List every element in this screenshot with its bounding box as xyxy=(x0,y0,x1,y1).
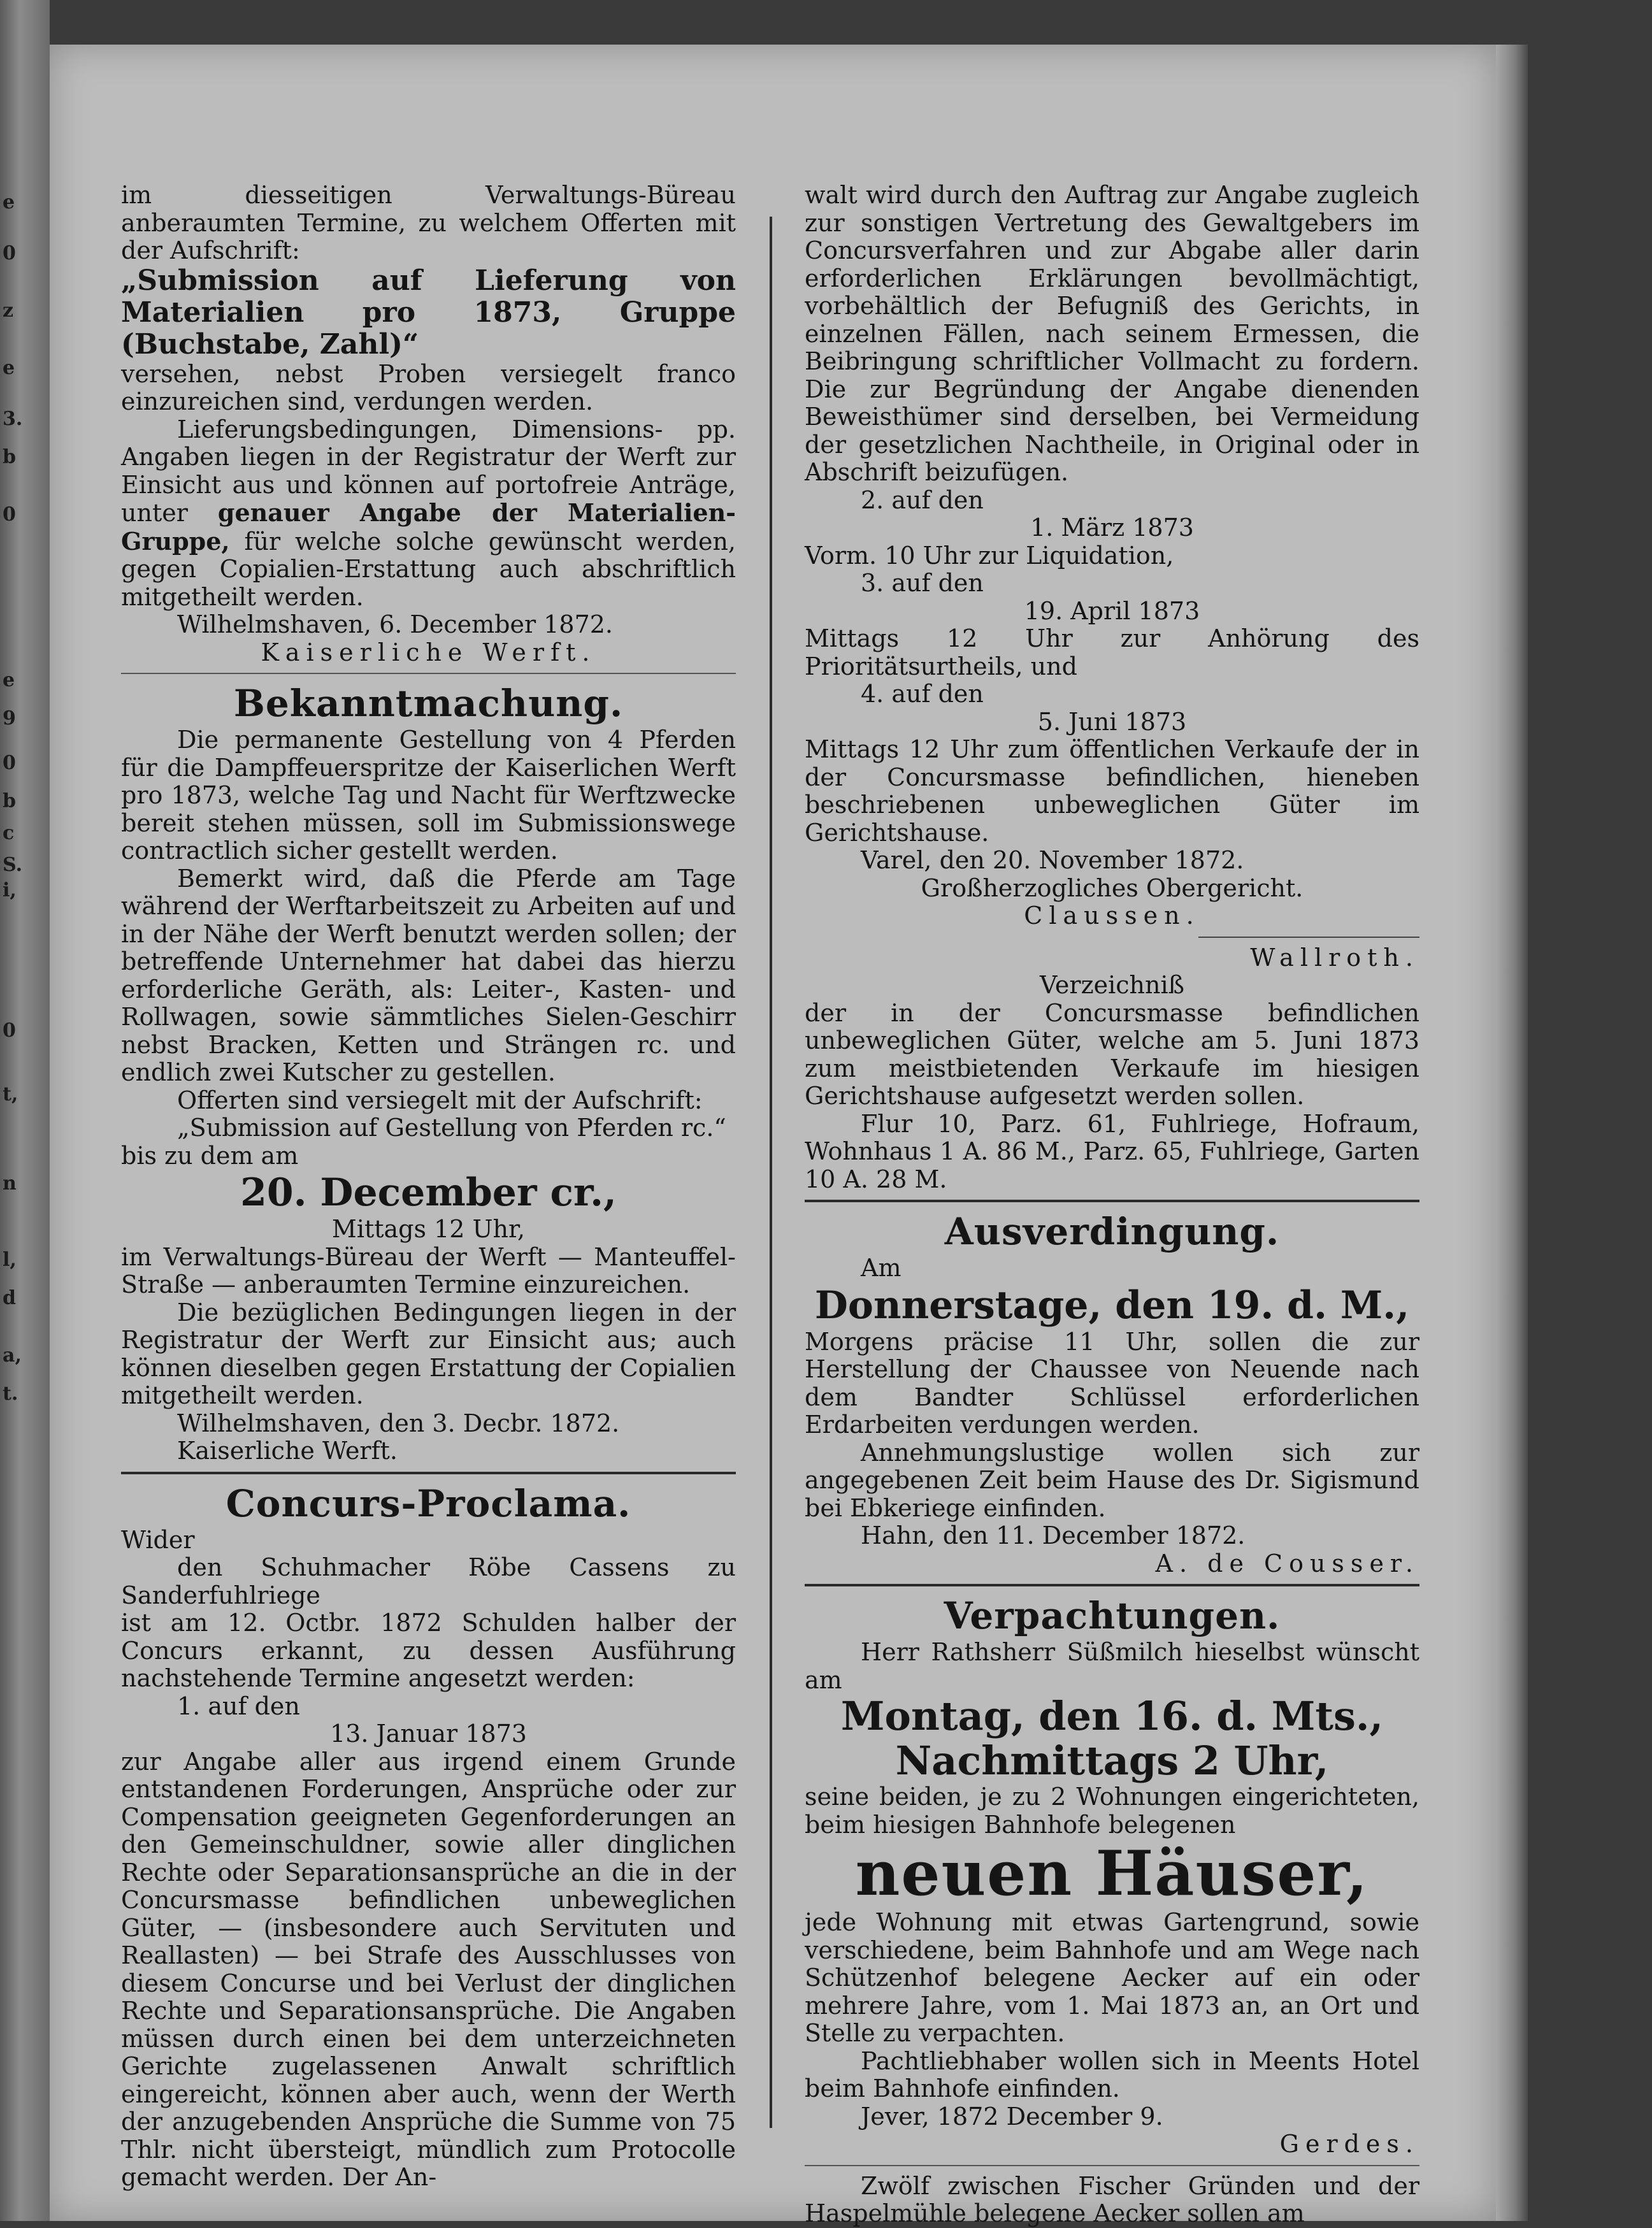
signature: Kaiserliche Werft. xyxy=(177,1437,398,1465)
body-paragraph: jede Wohnung mit etwas Gartengrund, sowie verschiedene, beim Bahnhofe und am Wege nach Schützenhof belegene Aecker auf ein oder mehrere Jahre, vom 1. Mai 1873 an, an Ort und Stelle zu verpachten. xyxy=(805,1908,1419,2047)
body-paragraph: „Submission auf Gestellung von Pferden rc.“ xyxy=(177,1114,726,1142)
submission-title: „Submission auf Lieferung von Materialien pro 1873, Gruppe (Buchstabe, Zahl)“ xyxy=(121,264,736,361)
place-date: Wilhelmshaven, 6. December 1872. xyxy=(177,610,613,638)
margin-fragment: c xyxy=(3,822,15,844)
term-date: 1. März 1873 xyxy=(1030,514,1194,542)
conditions-text-end: für welche solche gewünscht werden, gegen Copialien-Erstattung auch abschriftlich mitgetheilt werden. xyxy=(121,527,736,611)
margin-fragment: S. xyxy=(3,854,23,876)
conditions-paragraph xyxy=(121,416,736,612)
margin-fragment: 0 xyxy=(3,1019,16,1042)
court-name: Großherzogliches Obergericht. xyxy=(921,873,1304,902)
newspaper-page xyxy=(50,45,1496,2227)
margin-fragment: z xyxy=(3,299,14,322)
body-paragraph: Mittags 12 Uhr zum öffentlichen Verkaufe der in der Concursmasse befindlichen, hieneben beschriebenen unbeweglichen Güter im Gerichtshause. xyxy=(805,735,1419,847)
page-stack-edge xyxy=(1496,45,1528,2221)
conditions-bold: genauer Angabe der Materialien-Gruppe, xyxy=(121,498,736,556)
margin-fragment: e xyxy=(3,669,15,691)
column-divider xyxy=(770,217,772,2128)
place-date: Jever, 1872 December 9. xyxy=(861,2102,1163,2131)
place-date: Varel, den 20. November 1872. xyxy=(861,846,1244,874)
margin-fragment: b xyxy=(3,790,16,812)
event-time: Nachmittags 2 Uhr, xyxy=(895,1737,1329,1784)
body-paragraph: den Schuhmacher Röbe Cassens zu Sanderfuhlriege xyxy=(121,1553,736,1609)
deadline-time: Mittags 12 Uhr, xyxy=(331,1215,526,1243)
divider xyxy=(1198,937,1419,938)
section-heading: Ausverdingung. xyxy=(944,1210,1280,1253)
body-paragraph: Mittags 12 Uhr zur Anhörung des Prioritätsurtheils, und xyxy=(805,624,1419,680)
term-label: 3. auf den xyxy=(861,569,984,597)
body-paragraph: Am xyxy=(861,1254,901,1282)
right-column xyxy=(805,182,1419,2228)
term-date: 13. Januar 1873 xyxy=(330,1720,527,1748)
body-paragraph: Wider xyxy=(121,1525,195,1554)
margin-fragment: t, xyxy=(3,1083,18,1105)
body-paragraph: im Verwaltungs-Büreau der Werft — Manteuffel-Straße — anberaumten Termine einzureichen. xyxy=(121,1242,736,1298)
margin-fragment: 3. xyxy=(3,408,23,430)
divider xyxy=(805,2165,1419,2166)
event-date: Montag, den 16. d. Mts., xyxy=(840,1693,1384,1739)
submission-text: im diesseitigen Verwaltungs-Büreau anberaumten Termine, zu welchem Offerten mit der Aufschrift: xyxy=(121,181,736,264)
display-headline: neuen Häuser, xyxy=(855,1837,1369,1909)
margin-fragment: a, xyxy=(3,1344,22,1367)
body-paragraph: Annehmungslustige wollen sich zur angegebenen Zeit beim Hause des Dr. Sigismund bei Ebkeriege einfinden. xyxy=(805,1438,1419,1522)
margin-fragment: e xyxy=(3,357,15,379)
body-paragraph: walt wird durch den Auftrag zur Angabe zugleich zur sonstigen Vertretung des Gewaltgebers im Concursverfahren und zur Abgabe aller darin erforderlichen Erklärungen bevollmächtigt, vorbehältlich der Befugniß des Gerichts, in einzelnen Fällen, nach seinem Ermessen, die Beibringung schriftlicher Vollmacht zu fordern. Die zur Begründung der Angabe dienenden Beweisthümer sind derselben, bei Vermeidung der gesetzlichen Nachtheile, in Original oder in Abschrift beizufügen. xyxy=(805,181,1419,486)
term-date: 19. April 1873 xyxy=(1024,596,1200,625)
submission-text-end: versehen, nebst Proben versiegelt franco einzureichen sind, verdungen werden. xyxy=(121,359,736,415)
list-heading: Verzeichniß xyxy=(1039,971,1185,999)
body-paragraph: Die bezüglichen Bedingungen liegen in der Registratur der Werft zur Einsicht aus; auch können dieselben gegen Erstattung der Copialien mitgetheilt werden. xyxy=(121,1298,736,1409)
place-date: Wilhelmshaven, den 3. Decbr. 1872. xyxy=(177,1409,620,1437)
body-paragraph: Pachtliebhaber wollen sich in Meents Hotel beim Bahnhofe einfinden. xyxy=(805,2046,1419,2102)
body-paragraph: Morgens präcise 11 Uhr, sollen die zur Herstellung der Chaussee von Neuende nach dem Bandter Schlüssel erforderlichen Erdarbeiten verdungen werden. xyxy=(805,1327,1419,1439)
body-paragraph: seine beiden, je zu 2 Wohnungen eingerichteten, beim hiesigen Bahnhofe belegenen xyxy=(805,1783,1419,1839)
body-paragraph: zur Angabe aller aus irgend einem Grunde entstandenen Forderungen, Ansprüche oder zur Compensation geeigneten Gegenforderungen an den Gemeinschuldner, sowie aller dinglichen Rechte oder Separationsansprüche an die in der Concursmasse befindlichen unbeweglichen Güter, — (insbesondere auch Servituten und Reallasten) — bei Strafe des Ausschlusses von diesem Concurse und bei Verlust der dinglichen Rechte und Separationsansprüche. Die Angaben müssen durch einen bei dem unterzeichneten Gerichte zugelassenen Anwalt schriftlich eingereicht, können aber auch, wenn der Werth der anzugebenden Ansprüche die Summe von 75 Thlr. nicht übersteigt, mündlich zum Protocolle gemacht werden. Der An- xyxy=(121,1747,736,2191)
section-heading: Concurs-Proclama. xyxy=(226,1481,631,1525)
term-label: 4. auf den xyxy=(861,680,984,708)
event-date: Donnerstage, den 19. d. M., xyxy=(814,1283,1410,1328)
place-date: Hahn, den 11. December 1872. xyxy=(861,1521,1246,1549)
body-paragraph: Die permanente Gestellung von 4 Pferden für die Dampffeuerspritze der Kaiserlichen Werft pro 1873, welche Tag und Nacht für Werftzwecke bereit stehen müssen, soll im Submissionswege contractlich sicher gestellt werden. xyxy=(121,726,736,865)
body-paragraph: Zwölf zwischen Fischer Gründen und der Haspelmühle belegene Aecker sollen am xyxy=(805,2171,1419,2227)
section-heading: Bekanntmachung. xyxy=(233,682,624,725)
signature: A. de Cousser. xyxy=(1155,1549,1419,1578)
term-label: 1. auf den xyxy=(177,1692,300,1720)
body-paragraph: ist am 12. Octbr. 1872 Schulden halber der Concurs erkannt, zu dessen Ausführung nachstehende Termine angesetzt werden: xyxy=(121,1609,736,1692)
margin-fragment: l, xyxy=(3,1249,17,1271)
body-paragraph: bis zu dem am xyxy=(121,1141,299,1170)
signature: Claussen. xyxy=(1024,902,1200,930)
divider xyxy=(805,1584,1419,1586)
section-heading: Verpachtungen. xyxy=(944,1594,1281,1637)
divider xyxy=(121,673,736,674)
facing-page-edge xyxy=(0,0,50,2221)
left-column xyxy=(121,182,736,2192)
margin-fragment: 0 xyxy=(3,242,16,264)
divider xyxy=(121,1472,736,1474)
margin-fragment: i, xyxy=(3,879,17,902)
margin-fragment: 9 xyxy=(3,707,16,729)
divider xyxy=(805,1200,1419,1202)
body-paragraph: Flur 10, Parz. 61, Fuhlriege, Hofraum, Wohnhaus 1 A. 86 M., Parz. 65, Fuhlriege, Garten 10 A. 28 M. xyxy=(805,1109,1419,1193)
body-paragraph: Offerten sind versiegelt mit der Aufschrift: xyxy=(177,1086,703,1114)
term-date: 5. Juni 1873 xyxy=(1037,707,1187,736)
body-paragraph: Herr Rathsherr Süßmilch hieselbst wünscht am xyxy=(805,1638,1419,1694)
margin-fragment: d xyxy=(3,1287,16,1309)
conditions-text: Lieferungsbedingungen, Dimensions- pp. Angaben liegen in der Registratur der Werft zur Einsicht aus und können auf portofreie Anträge, unter xyxy=(121,415,736,527)
margin-fragment: e xyxy=(3,191,15,213)
body-paragraph: Vorm. 10 Uhr zur Liquidation, xyxy=(805,541,1174,570)
margin-fragment: t. xyxy=(3,1383,18,1405)
signature: Gerdes. xyxy=(1279,2130,1419,2158)
body-paragraph: Bemerkt wird, daß die Pferde am Tage während der Werftarbeitszeit zu Arbeiten auf und in der Nähe der Werft benutzt werden sollen; der betreffende Unternehmer hat dabei das hierzu erforderliche Geräth, als: Leiter-, Kasten- und Rollwagen, sowie sämmtliches Sielen-Geschirr nebst Bracken, Ketten und Strängen rc. und endlich zwei Kutscher zu gestellen. xyxy=(121,864,736,1086)
margin-fragment: n xyxy=(3,1172,17,1195)
signature: Kaiserliche Werft. xyxy=(261,638,596,666)
margin-fragment: b xyxy=(3,446,16,468)
term-label: 2. auf den xyxy=(861,485,984,514)
deadline-date: 20. December cr., xyxy=(240,1170,617,1215)
body-paragraph: der in der Concursmasse befindlichen unbeweglichen Güter, welche am 5. Juni 1873 zum meistbietenden Verkaufe im hiesigen Gerichtshause aufgesetzt werden sollen. xyxy=(805,998,1419,1110)
margin-fragment: 0 xyxy=(3,503,16,526)
margin-fragment: 0 xyxy=(3,752,16,774)
signature: Wallroth. xyxy=(1250,943,1419,972)
